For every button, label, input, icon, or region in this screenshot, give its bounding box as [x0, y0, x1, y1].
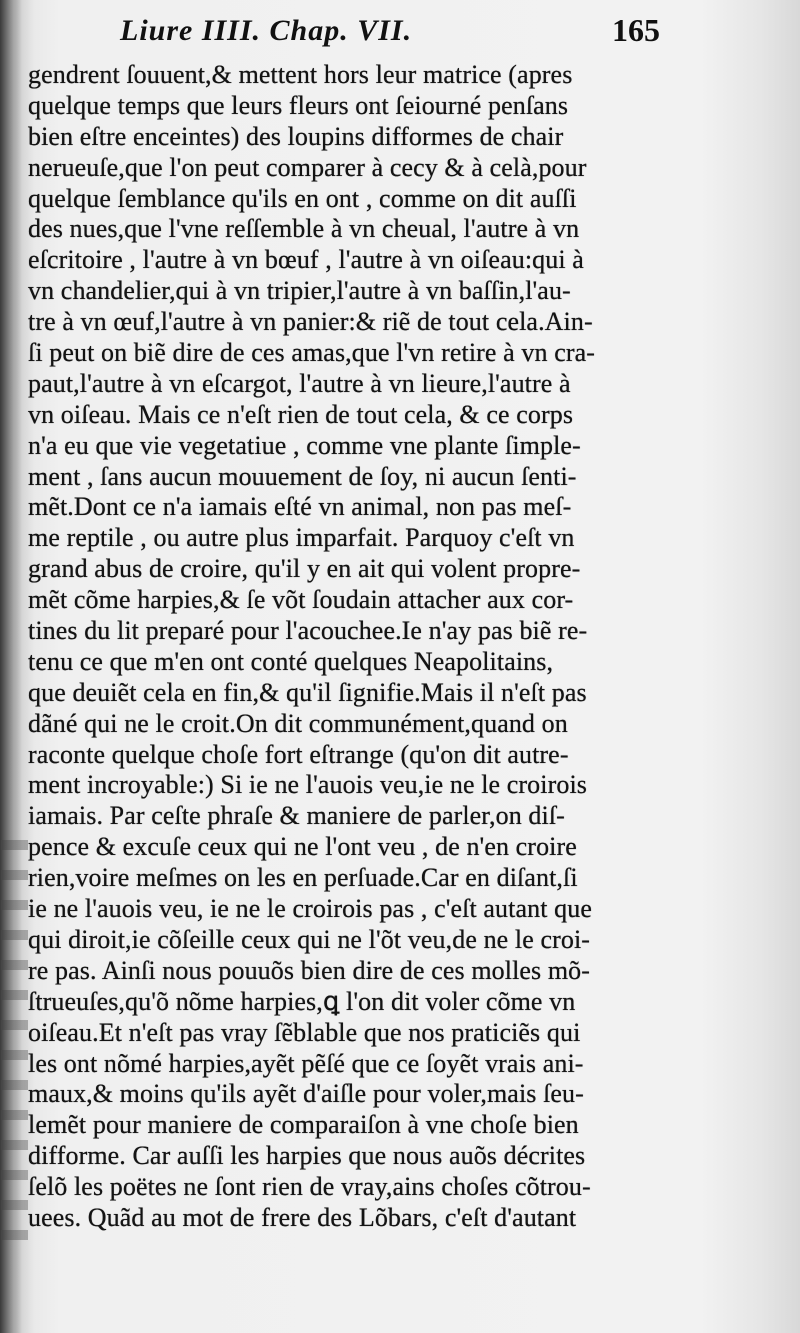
text-line: vn oiſeau. Mais ce n'eſt rien de tout cela, & ce corps	[28, 399, 574, 429]
text-line: n'a eu que vie vegetatiue , comme vne plante ſimple-	[28, 430, 581, 460]
text-line: nerueuſe,que l'on peut comparer à cecy & à celà,pour	[28, 152, 587, 182]
text-line: tenu ce que m'en ont conté quelques Neapolitains,	[28, 646, 554, 676]
text-line: re pas. Ainſi nous pouuõs bien dire de ces molles mõ-	[28, 955, 591, 985]
text-line: eſcritoire , l'autre à vn bœuf , l'autre à vn oiſeau:qui à	[28, 245, 584, 275]
text-line: me reptile , ou autre plus imparfait. Parquoy c'eſt vn	[28, 523, 575, 553]
text-line: quelque ſemblance qu'ils en ont , comme on dit auſſi	[28, 183, 577, 213]
text-line: des nues,que l'vne reſſemble à vn cheual, l'autre à vn	[28, 214, 580, 244]
text-line: paut,l'autre à vn eſcargot, l'autre à vn lieure,l'autre à	[28, 368, 571, 398]
text-line: les ont nõmé harpies,ayẽt pẽſé que ce ſoyẽt vrais ani-	[28, 1048, 584, 1078]
text-line: difforme. Car auſſi les harpies que nous auõs décrites	[28, 1141, 586, 1171]
text-line: ſelõ les poëtes ne ſont rien de vray,ains choſes cõtrou-	[28, 1172, 591, 1202]
text-line: qui diroit,ie cõſeille ceux qui ne l'õt veu,de ne le croi-	[28, 924, 591, 954]
text-line: ſtrueuſes,qu'õ nõme harpies,ꝗ l'on dit voler cõme vn	[28, 986, 576, 1016]
text-line: tines du lit preparé pour l'acouchee.Ie n'ay pas biẽ re-	[28, 616, 588, 646]
page-number: 165	[612, 12, 660, 48]
show-through-from-facing-page	[2, 840, 28, 1260]
running-title: Liure IIII. Chap. VII.	[120, 14, 413, 47]
text-line: iamais. Par ceſte phraſe & maniere de parler,on diſ-	[28, 801, 565, 831]
text-line: ment , ſans aucun mouuement de ſoy, ni aucun ſenti-	[28, 461, 577, 491]
text-line: uees. Quãd au mot de frere des Lõbars, c'eſt d'autant	[28, 1202, 577, 1232]
text-line: quelque temps que leurs fleurs ont ſeiourné penſans	[28, 90, 569, 120]
text-line: oiſeau.Et n'eſt pas vray ſẽblable que nos praticiẽs qui	[28, 1017, 581, 1047]
page-header	[120, 8, 660, 56]
text-line: rien,voire meſmes on les en perſuade.Car en diſant,ſi	[28, 863, 578, 893]
text-line: ſi peut on biẽ dire de ces amas,que l'vn retire à vn cra-	[28, 338, 595, 368]
text-line: bien eſtre enceintes) des loupins difformes de chair	[28, 121, 564, 151]
text-line: lemẽt pour maniere de comparaiſon à vne choſe bien	[28, 1110, 579, 1140]
text-line: raconte quelque choſe fort eſtrange (qu'on dit autre-	[28, 739, 569, 769]
text-line: maux,& moins qu'ils ayẽt d'aiſle pour voler,mais ſeu-	[28, 1079, 584, 1109]
text-line: grand abus de croire, qu'il y en ait qui volent propre-	[28, 554, 581, 584]
text-line: mẽt.Dont ce n'a iamais eſté vn animal, non pas meſ-	[28, 492, 572, 522]
text-line: vn chandelier,qui à vn tripier,l'autre à vn baſſin,l'au-	[28, 276, 571, 306]
text-line: que deuiẽt cela en fin,& qu'il ſignifie.Mais il n'eſt pas	[28, 677, 587, 707]
text-line: pence & excuſe ceux qui ne l'ont veu , de n'en croire	[28, 832, 577, 862]
text-line: mẽt cõme harpies,& ſe võt ſoudain attacher aux cor-	[28, 585, 574, 615]
text-line: gendrent ſouuent,& mettent hors leur matrice (apres	[28, 60, 573, 89]
text-line: ie ne l'auois veu, ie ne le croirois pas , c'eſt autant que	[28, 894, 592, 924]
text-line: dãné qui ne le croit.On dit communément,quand on	[28, 708, 568, 738]
text-line: tre à vn œuf,l'autre à vn panier:& riẽ de tout cela.Ain-	[28, 307, 593, 337]
text-line: ment incroyable:) Si ie ne l'auois veu,ie ne le croirois	[28, 770, 588, 800]
body-text	[28, 60, 664, 1234]
